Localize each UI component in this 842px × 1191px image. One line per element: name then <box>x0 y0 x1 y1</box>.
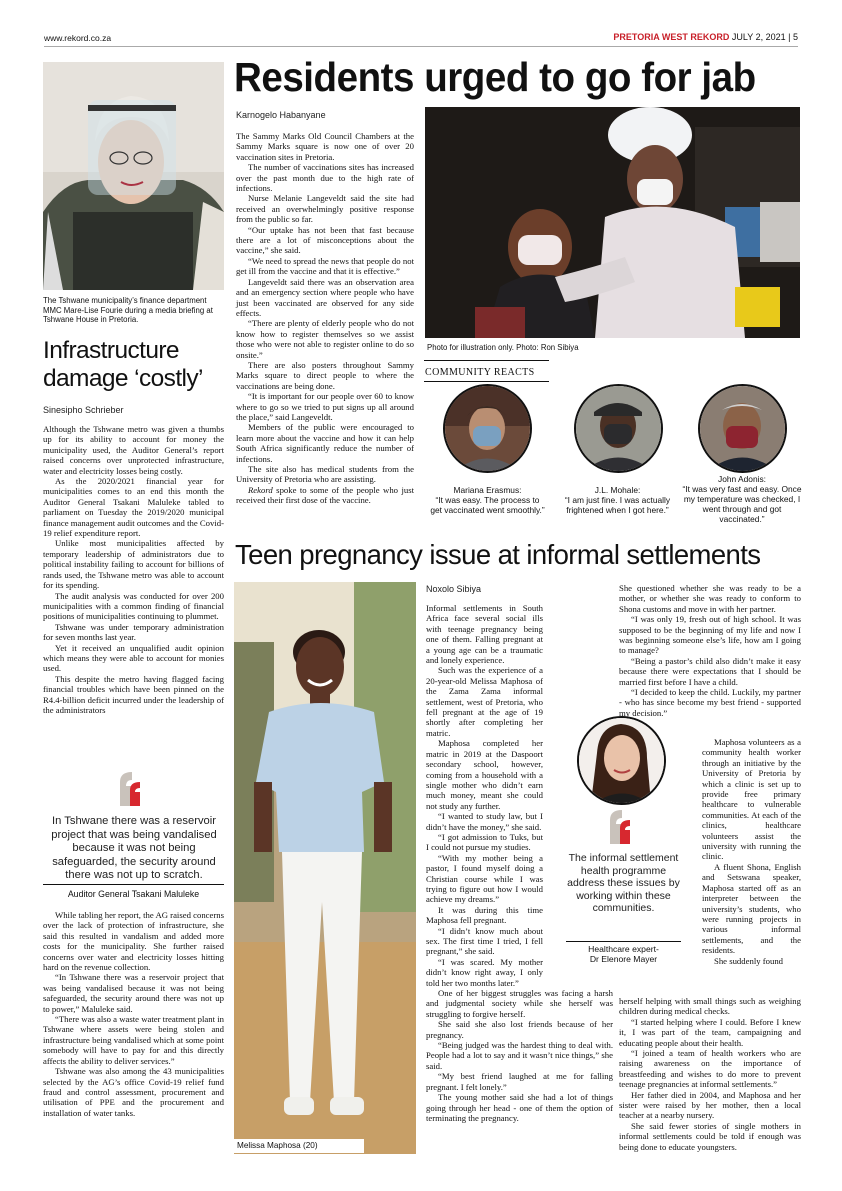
pregnancy-paragraph: “I started helping where I could. Before I knew it, I was part of the team, campaigning and educating people about their health. <box>619 1016 801 1048</box>
pregnancy-paragraph: It was during this time Maphosa fell pregnant. <box>426 904 543 926</box>
pregnancy-paragraph: “I decided to keep the child. Luckily, my partner - who has since become my best friend - supported my decision.” <box>619 687 801 718</box>
melissa-photo-caption-text: Melissa Maphosa (20) <box>237 1141 318 1150</box>
dr-elenore-mayer-avatar <box>577 716 666 805</box>
infrastructure-paragraph: Tshwane was under temporary administration for seven months last year. <box>43 621 224 643</box>
infrastructure-paragraph: “In Tshwane there was a reservoir project that was being vandalised because it was not being safeguarded, the security around there was not up to power,” Maluleke said. <box>43 972 224 1014</box>
melissa-photo-caption <box>234 1139 364 1153</box>
react-2-quote: “I am just fine. I was actually frightened when I got here.” <box>564 495 671 515</box>
infrastructure-headline: Infrastructure damage ‘costly’ <box>43 337 203 392</box>
pregnancy-paragraph: “I got admission to Tuks, but I could not pursue my studies. <box>426 831 543 853</box>
react-1-name: Mariana Erasmus: <box>453 485 522 495</box>
react-3-quote: “It was very fast and easy. Once my temperature was checked, I went through and got vaccinated.” <box>682 484 802 524</box>
john-adonis-avatar <box>698 384 787 473</box>
infrastructure-paragraph: Unlike most municipalities affected by temporary leadership of administrators due to political instability failing to account for billions of rands used, the Tshwane metro was able to account for its spending. <box>43 538 224 591</box>
pregnancy-paragraph: “Being a pastor’s child also didn’t make it easy because there were expectations that I should be married first before I have a child. <box>619 655 801 687</box>
pregnancy-paragraph: herself helping with small things such as weighing children during medical checks. <box>619 996 801 1017</box>
vaccine-paragraph: The site also has medical students from the University of Pretoria who are assisting. <box>236 464 414 485</box>
quote-mark-icon <box>120 772 142 806</box>
vaccine-paragraph: “It is important for our people over 60 to know where to go so we tried to put signs up all around the place,” said Langeveldt. <box>236 391 414 422</box>
vaccine-paragraph: Rekord spoke to some of the people who just received their first dose of the vaccine. <box>236 484 414 506</box>
quote-mark-icon-2 <box>610 810 632 844</box>
react-1-quote: “It was easy. The process to get vaccinated went smoothly.” <box>430 495 545 515</box>
vaccine-paragraph: The number of vaccinations sites has increased over the past month due to the high rate of infections. <box>236 162 414 194</box>
community-reacts-label: COMMUNITY REACTS <box>425 367 535 378</box>
pregnancy-paragraph: “With my mother being a pastor, I found myself doing a Christian course while I was trying to figure out how I would achieve my dreams.” <box>426 852 543 905</box>
pregnancy-paragraph: Maphosa completed her matric in 2019 at the Daspoort secondary school, however, coming from a household with a single mother who didn’t earn much money, meant she could not study any further. <box>426 738 543 811</box>
pregnancy-body-col2-top <box>619 583 801 718</box>
page-number: 5 <box>792 32 798 42</box>
react-2 <box>561 485 674 515</box>
pregnancy-paragraph: “I joined a team of health workers who are raising awareness on the importance of breastfeeding and wishes to do more to prevent teenage pregnancies at informal settlements.” <box>619 1048 801 1090</box>
vaccine-paragraph: Nurse Melanie Langeveldt said the site had received an overwhelmingly positive response from the public so far. <box>236 193 414 225</box>
vaccination-photo-caption: Photo for illustration only. Photo: Ron Sibiya <box>427 343 579 352</box>
vaccine-paragraph: There are also posters throughout Sammy Marks square to direct people to where the vaccinations are being done. <box>236 359 414 391</box>
react-3-name: John Adonis: <box>718 474 766 484</box>
infrastructure-paragraph: Yet it received an unqualified audit opinion which means they were able to account for monies used. <box>43 642 224 674</box>
pregnancy-body-col2-narrow <box>702 737 801 966</box>
infrastructure-pull-quote-attribution: Auditor General Tsakani Maluleke <box>67 889 200 899</box>
pregnancy-paragraph: “My best friend laughed at me for falling pregnant. I felt lonely.” <box>426 1071 613 1092</box>
pregnancy-pull-quote-rule <box>566 941 681 942</box>
vaccine-body <box>236 131 414 506</box>
vaccine-paragraph: Langeveldt said there was an observation area and an emergency section where people who have just been vaccinated are observed for any side effects. <box>236 276 414 318</box>
pregnancy-byline: Noxolo Sibiya <box>426 584 482 594</box>
community-reacts-heading <box>424 360 549 382</box>
vaccine-paragraph: “We need to spread the news that people do not get ill from the vaccine and that it is effective.” <box>236 255 414 277</box>
infrastructure-byline: Sinesipho Schrieber <box>43 405 124 415</box>
vaccine-paragraph: Members of the public were encouraged to learn more about the vaccine and how it can help South Africa significantly reduce the number of infections. <box>236 422 414 464</box>
pregnancy-paragraph: One of her biggest struggles was facing a harsh and judgmental society while she herself was struggling to forgive herself. <box>426 988 613 1019</box>
infrastructure-paragraph: As the 2020/2021 financial year for municipalities comes to an end this month the Auditor General Tsakani Maluleke tabled to parliament on Tuesday the 2019/2020 municipal finance management audit outcomes and the Covid-19 relief expenditure report. <box>43 476 224 539</box>
pregnancy-paragraph: “I wanted to study law, but I didn’t have the money,” she said. <box>426 811 543 832</box>
mmc-photo-caption: The Tshwane municipality’s finance department MMC Mare-Lise Fourie during a media briefing at Tshwane House in Pretoria. <box>43 296 213 325</box>
publication-name: PRETORIA WEST REKORD <box>613 32 730 42</box>
attr-line-1: Healthcare expert- <box>588 944 659 954</box>
vaccine-paragraph: “There are plenty of elderly people who do not know how to register themselves so we assist those who were not able to register online to do so onsite.” <box>236 318 414 360</box>
infrastructure-paragraph: “There was also a waste water treatment plant in Tshwane where assets were being stolen and infrastructure being vandalised which at some point somebody will have to pay for and this directly affects the ability to deliver services.” <box>43 1014 224 1066</box>
infrastructure-paragraph: While tabling her report, the AG raised concerns over the lack of protection of infrastructure, she said this resulted in vandalism and added more costs for the municipality. She further raised concerns over water and electricity losses hitting hard on the revenue collection. <box>43 910 224 973</box>
infrastructure-body-top <box>43 424 224 715</box>
pull-quote-rule <box>43 884 224 885</box>
pregnancy-paragraph: She said she also lost friends because of her pregnancy. <box>426 1019 613 1040</box>
pregnancy-paragraph: Maphosa volunteers as a community health worker through an initiative by the University of Pretoria by which a clinic is set up to provide free primary healthcare to vulnerable communities. At each of the clinics, healthcare volunteers assist the university with running the clinic. <box>702 737 801 862</box>
issue-date: JULY 2, 2021 <box>731 32 786 42</box>
pregnancy-paragraph: “Being judged was the hardest thing to deal with. People had a lot to say and it wasn’t nice things,” she said. <box>426 1040 613 1071</box>
pregnancy-pull-quote-attribution <box>566 944 681 964</box>
vaccine-headline: Residents urged to go for jab <box>234 54 756 100</box>
infrastructure-pull-quote: In Tshwane there was a reservoir project that was being vandalised because it was not being safeguarded, the security around there was not up to scratch. <box>51 815 217 881</box>
mmc-photo <box>43 62 224 290</box>
pregnancy-paragraph: “I was scared. My mother didn’t know right away, I only told her two months later.” <box>426 956 543 988</box>
vaccine-byline: Karnogelo Habanyane <box>236 110 326 120</box>
pregnancy-paragraph: She questioned whether she was ready to be a mother, or whether she was ready to conform to Shona customs and move in with her partner. <box>619 583 801 614</box>
pregnancy-headline: Teen pregnancy issue at informal settlements <box>235 539 761 570</box>
infrastructure-paragraph: The audit analysis was conducted for over 200 municipalities with a common finding of financial positions of municipalities continuing to plummet. <box>43 590 224 622</box>
infrastructure-body-bottom <box>43 910 224 1118</box>
vaccine-paragraph: “Our uptake has not been that fast because there are a lot of misconceptions about the vaccine,” she said. <box>236 224 414 256</box>
pregnancy-paragraph: Her father died in 2004, and Maphosa and her sister were raised by her mother, then a local teacher at a nearby nursery. <box>619 1089 801 1121</box>
pregnancy-paragraph: “I was only 19, fresh out of high school. It was supposed to be the beginning of my life and now I was beginning someone else’s life, how am I going to manage? <box>619 614 801 656</box>
react-3 <box>682 474 802 524</box>
vaccination-photo <box>425 107 800 338</box>
pregnancy-paragraph: She said fewer stories of single mothers in informal settlements could be told if enough was being done to educate youngsters. <box>619 1120 801 1152</box>
melissa-maphosa-photo <box>234 582 416 1154</box>
pregnancy-pull-quote: The informal settlement health programme address these issues by working within these communities. <box>567 852 680 915</box>
site-url: www.rekord.co.za <box>44 33 112 43</box>
page-header-info: PRETORIA WEST REKORD JULY 2, 2021 | 5 <box>613 32 798 42</box>
infrastructure-paragraph: Although the Tshwane metro was given a thumbs up for its ability to account for money the municipality used, the Auditor General’s report raised concerns over unprotected infrastructure, water and electricity losses being costly. <box>43 424 224 476</box>
pregnancy-paragraph: Such was the experience of a 20-year-old Melissa Maphosa of the Zama Zama informal settlement, west of Pretoria, who fell pregnant at the age of 19 shortly after completing her matric. <box>426 665 543 738</box>
mariana-erasmus-avatar <box>443 384 532 473</box>
pregnancy-paragraph: A fluent Shona, English and Setswana speaker, Maphosa started off as an interpreter between the university’s students, who were running projects in various informal settlements, and the residents. <box>702 861 801 956</box>
pregnancy-paragraph: Informal settlements in South Africa face several social ills with teenage pregnancy being one of them. Falling pregnant at a young age can be a traumatic and lonely experience. <box>426 603 543 666</box>
react-2-name: J.L. Mohale: <box>594 485 641 495</box>
jl-mohale-avatar <box>574 384 663 473</box>
react-1 <box>430 485 545 515</box>
pregnancy-paragraph: She suddenly found <box>714 955 784 966</box>
infrastructure-paragraph: This despite the metro having flagged facing financial troubles which have been pinned on the R4.4-billion deficit incurred under the leadership of the administrators <box>43 673 224 715</box>
pregnancy-body-col2-bottom <box>619 996 801 1152</box>
attr-line-2: Dr Elenore Mayer <box>589 954 658 964</box>
infrastructure-paragraph: Tshwane was also among the 43 municipalities selected by the AG’s office Covid-19 relief fund fraud and control assessment, procurement and utilisation of PPE and the procurement and installation of water tanks. <box>43 1066 224 1118</box>
pregnancy-paragraph: The young mother said she had a lot of things going through her head - one of them the option of terminating the pregnancy. <box>426 1092 613 1123</box>
pregnancy-paragraph: “I didn’t know much about sex. The first time I tried, I fell pregnant,” she said. <box>426 925 543 957</box>
vaccine-paragraph: The Sammy Marks Old Council Chambers at the Sammy Marks square is now one of over 20 vaccination sites in Pretoria. <box>236 131 414 162</box>
header-rule <box>44 46 798 47</box>
